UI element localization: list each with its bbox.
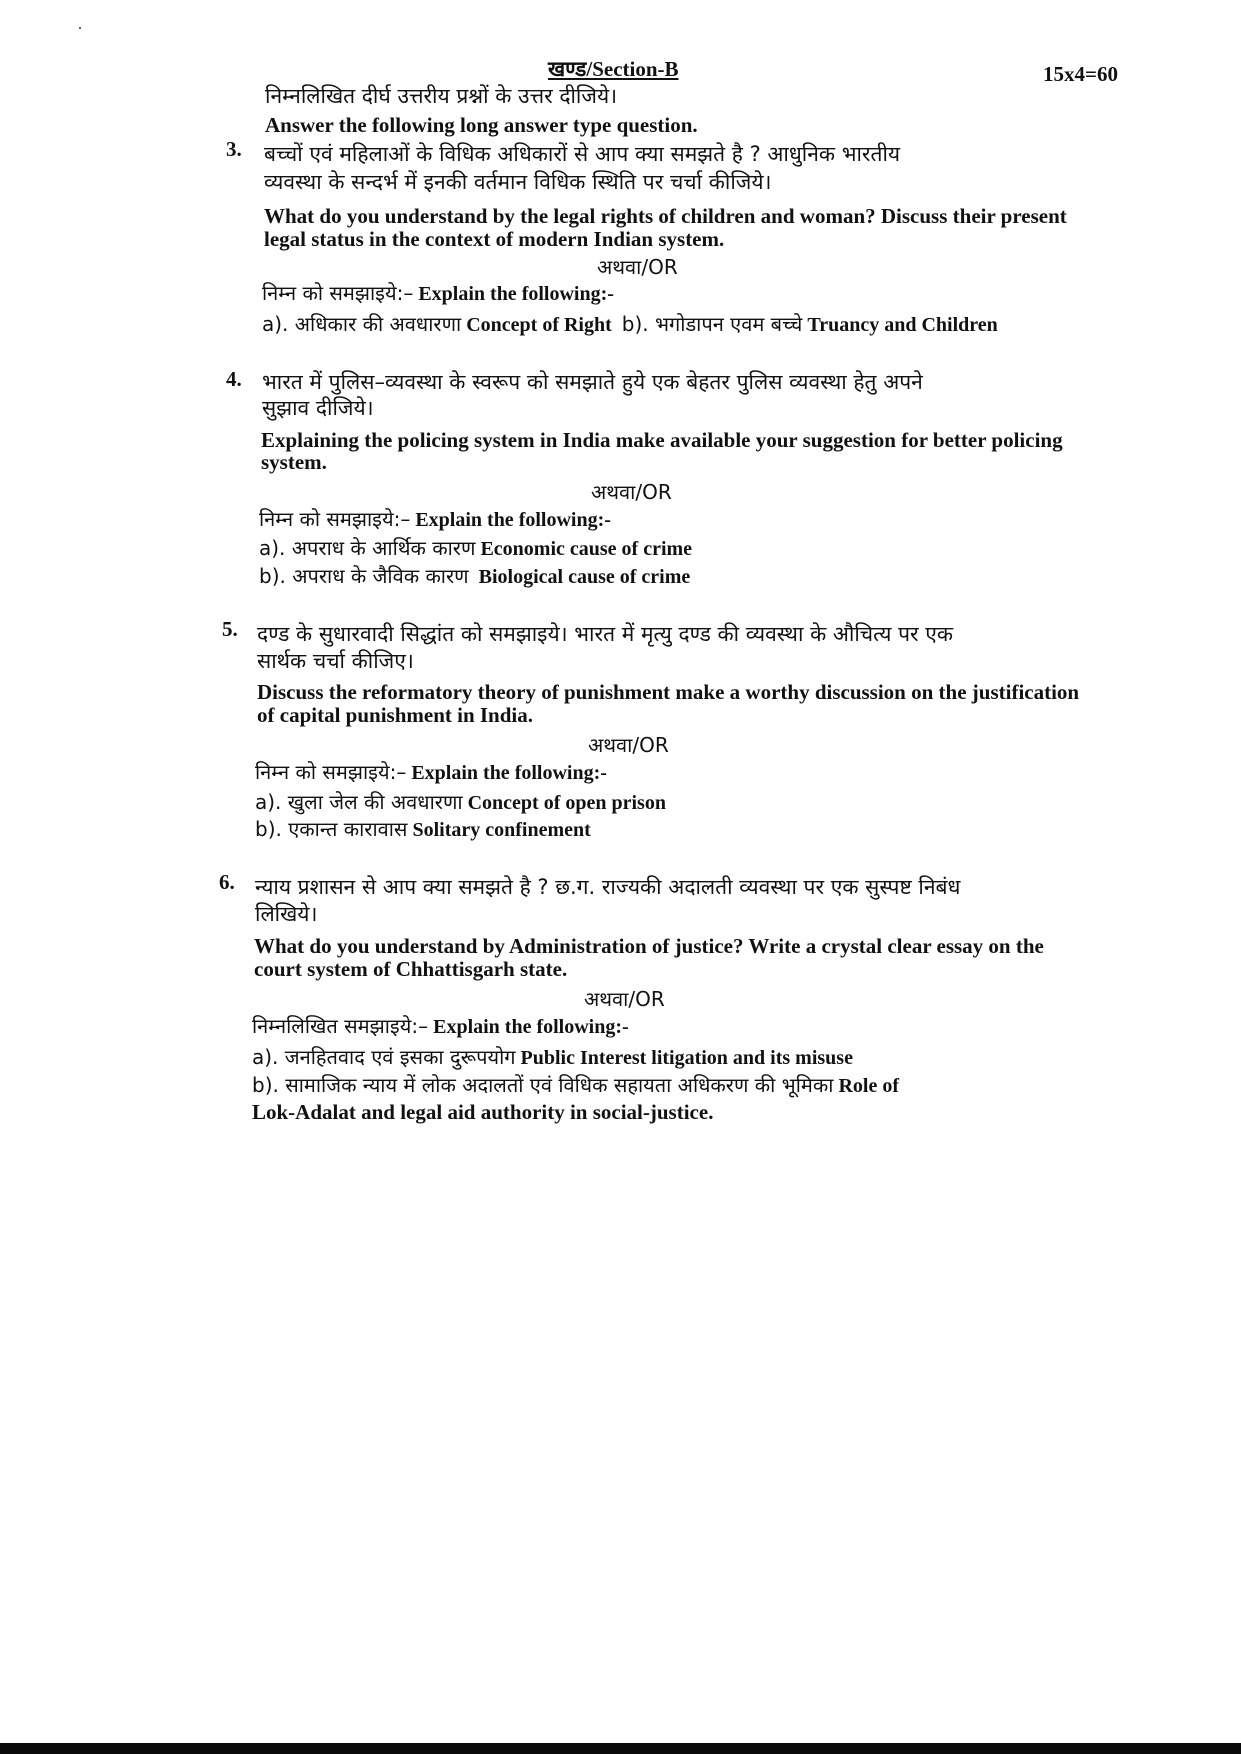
sub-item-b-english: Truancy and Children — [807, 314, 998, 336]
question-english-line: Discuss the reformatory theory of punishment make a worthy discussion on the justification — [257, 680, 1080, 704]
scan-bottom-edge — [0, 1743, 1241, 1754]
question-hindi-line: सार्थक चर्चा कीजिए। — [257, 649, 414, 673]
question-english-line: What do you understand by Administration of justice? Write a crystal clear essay on the — [254, 934, 1044, 958]
question-hindi-line: दण्ड के सुधारवादी सिद्धांत को समझाइये। भारत में मृत्यु दण्ड की व्यवस्था के औचित्य पर एक — [257, 622, 954, 646]
sub-item-b-hindi: b). भगोडापन एवम बच्चे — [621, 312, 803, 336]
explain-english: Explain the following:- — [433, 1016, 629, 1038]
question-english-line: legal status in the context of modern Indian system. — [264, 227, 725, 251]
explain-line — [259, 505, 611, 532]
sub-item-b-hindi: b). एकान्त कारावास — [255, 817, 408, 841]
question-hindi-line: न्याय प्रशासन से आप क्या समझते है ? छ.ग. राज्यकी अदालती व्यवस्था पर एक सुस्पष्ट निबंध — [255, 875, 961, 899]
explain-english: Explain the following:- — [415, 509, 611, 531]
question-english-line: court system of Chhattisgarh state. — [254, 957, 568, 981]
question-number: 5. — [222, 617, 238, 641]
explain-line — [262, 279, 614, 306]
sub-item-b-english: Solitary confinement — [412, 819, 591, 841]
question-hindi-line: लिखिये। — [255, 902, 318, 926]
explain-hindi: निम्न को समझाइये:– — [255, 760, 407, 784]
or-separator: अथवा/OR — [597, 255, 678, 279]
sub-item-line — [259, 562, 690, 589]
sub-item-b-english: Biological cause of crime — [478, 566, 691, 588]
or-separator: अथवा/OR — [584, 987, 665, 1011]
sub-item-a-hindi: a). खुला जेल की अवधारणा — [255, 790, 463, 814]
sub-item-a-english: Public Interest litigation and its misuse — [520, 1047, 853, 1069]
sub-item-a-hindi: a). अधिकार की अवधारणा — [262, 312, 462, 336]
sub-item-a-english: Concept of Right — [466, 314, 612, 336]
sub-item-b-english-continued: Lok-Adalat and legal aid authority in social-justice. — [252, 1100, 714, 1124]
or-separator: अथवा/OR — [591, 480, 672, 504]
sub-item-a-hindi: a). अपराध के आर्थिक कारण — [259, 536, 476, 560]
explain-hindi: निम्न को समझाइये:– — [259, 507, 411, 531]
sub-item-line — [255, 815, 591, 842]
question-hindi-line: सुझाव दीजिये। — [262, 396, 374, 420]
question-hindi-line: व्यवस्था के सन्दर्भ में इनकी वर्तमान विधिक स्थिति पर चर्चा कीजिये। — [264, 170, 772, 194]
sub-item-line — [262, 310, 998, 337]
sub-item-line — [252, 1071, 899, 1098]
sub-item-line — [252, 1043, 853, 1070]
instruction-hindi: निम्नलिखित दीर्घ उत्तरीय प्रश्नों के उत्तर दीजिये। — [265, 84, 618, 108]
question-hindi-line: भारत में पुलिस–व्यवस्था के स्वरूप को समझाते हुये एक बेहतर पुलिस व्यवस्था हेतु अपने — [262, 370, 923, 394]
explain-hindi: निम्नलिखित समझाइये:– — [252, 1014, 429, 1038]
or-separator: अथवा/OR — [588, 733, 669, 757]
sub-item-a-english: Concept of open prison — [467, 792, 666, 814]
question-number: 6. — [219, 870, 235, 894]
section-title: खण्ड/Section-B — [548, 57, 679, 81]
question-number: 3. — [226, 137, 242, 161]
explain-english: Explain the following:- — [418, 283, 614, 305]
marks-total: 15x4=60 — [1043, 62, 1118, 86]
scan-speck — [79, 27, 81, 29]
explain-line — [252, 1012, 629, 1039]
sub-item-b-hindi: b). अपराध के जैविक कारण — [259, 564, 469, 588]
sub-item-line — [259, 534, 692, 561]
question-english-line: system. — [261, 450, 327, 474]
sub-item-b-english: Role of — [838, 1075, 899, 1097]
explain-english: Explain the following:- — [411, 762, 607, 784]
sub-item-a-english: Economic cause of crime — [480, 538, 693, 560]
question-english-line: Explaining the policing system in India make available your suggestion for better policing — [261, 428, 1063, 452]
sub-item-line — [255, 788, 666, 815]
explain-line — [255, 758, 607, 785]
question-hindi-line: बच्चों एवं महिलाओं के विधिक अधिकारों से आप क्या समझते है ? आधुनिक भारतीय — [264, 142, 901, 166]
sub-item-a-hindi: a). जनहितवाद एवं इसका दुरूपयोग — [252, 1045, 516, 1069]
instruction-english: Answer the following long answer type question. — [265, 113, 698, 137]
question-english-line: What do you understand by the legal rights of children and woman? Discuss their present — [264, 204, 1067, 228]
sub-item-b-hindi: b). सामाजिक न्याय में लोक अदालतों एवं विधिक सहायता अधिकरण की भूमिका — [252, 1073, 834, 1097]
explain-hindi: निम्न को समझाइये:– — [262, 281, 414, 305]
question-english-line: of capital punishment in India. — [257, 703, 533, 727]
question-number: 4. — [226, 367, 242, 391]
